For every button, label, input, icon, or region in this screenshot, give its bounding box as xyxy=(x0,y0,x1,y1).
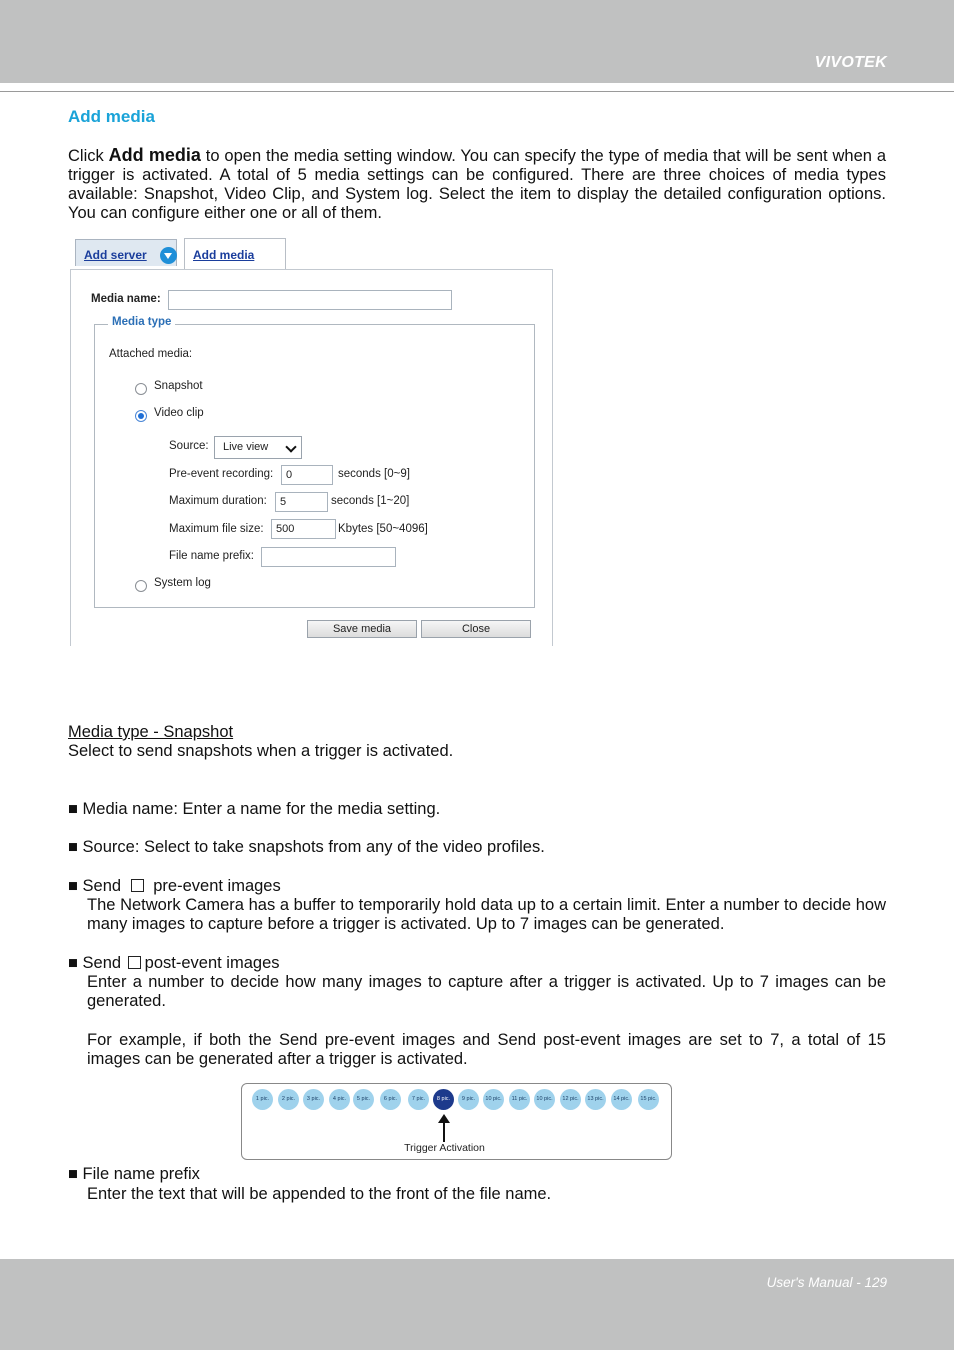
pic-circle: 13 pic. xyxy=(585,1089,606,1110)
subheading-snapshot: Media type - Snapshot xyxy=(68,723,234,741)
media-name-label: Media name: xyxy=(91,293,161,305)
pic-circle: 1 pic. xyxy=(252,1089,273,1110)
intro-paragraph xyxy=(68,146,886,223)
pic-circle: 10 pic. xyxy=(534,1089,555,1110)
bullet-file-prefix: ■ File name prefix xyxy=(68,1165,200,1183)
close-button[interactable]: Close xyxy=(421,620,531,638)
checkbox-icon xyxy=(131,879,144,892)
pic-circle: 5 pic. xyxy=(353,1089,374,1110)
bullet-pre-event-tail: pre-event images xyxy=(148,877,281,895)
pic-circle: 15 pic. xyxy=(638,1089,659,1110)
pic-circle: 8 pic. xyxy=(433,1089,454,1110)
system-log-radio[interactable] xyxy=(135,580,147,592)
pic-circle: 4 pic. xyxy=(329,1089,350,1110)
pic-circle: 12 pic. xyxy=(560,1089,581,1110)
pre-event-description: The Network Camera has a buffer to temporarily hold data up to a certain limit. Enter a number to decide how many images to capture before a trigger is activated. Up to 7 images can be generated. xyxy=(87,896,886,933)
intro-rest: to open the media setting window. You can specify the type of media that will be sent when a trigger is activated. A total of 5 media settings can be configured. There are three choices of media types available: Snapshot, Video Clip, and System log. Select the item to display the detailed configuration options. You can configure either one or all of them. xyxy=(68,147,886,222)
checkbox-icon xyxy=(128,956,141,969)
media-name-input[interactable] xyxy=(168,290,452,310)
media-settings-window xyxy=(70,236,554,646)
bullet-media-name: ■ Media name: Enter a name for the media setting. xyxy=(68,800,441,818)
pic-circle: 3 pic. xyxy=(303,1089,324,1110)
source-label: Source: xyxy=(169,440,209,452)
max-size-unit: Kbytes [50~4096] xyxy=(338,523,428,535)
section-title: Add media xyxy=(68,107,155,126)
media-type-legend: Media type xyxy=(108,316,175,328)
bullet-pre-event-lead: ■ Send xyxy=(68,877,126,895)
prefix-input[interactable] xyxy=(261,547,396,567)
snapshot-radio[interactable] xyxy=(135,383,147,395)
video-clip-radio[interactable] xyxy=(135,410,147,422)
chevron-down-icon xyxy=(285,441,296,452)
snapshot-label: Snapshot xyxy=(154,380,203,392)
attached-media-label: Attached media: xyxy=(109,348,193,360)
page-number: User's Manual - 129 xyxy=(766,1275,887,1290)
max-duration-label: Maximum duration: xyxy=(169,495,267,507)
pic-circle: 11 pic. xyxy=(509,1089,530,1110)
intro-strong: Add media xyxy=(108,145,201,165)
prefix-label: File name prefix: xyxy=(169,550,255,562)
bullet-post-event-lead: ■ Send xyxy=(68,954,126,972)
tab-add-server[interactable] xyxy=(75,239,177,266)
subheading-text: Select to send snapshots when a trigger is activated. xyxy=(68,742,454,760)
brand-name: VIVOTEK xyxy=(814,54,887,71)
page-footer xyxy=(0,1259,954,1350)
trigger-activation-label: Trigger Activation xyxy=(404,1142,485,1154)
video-clip-label: Video clip xyxy=(154,407,204,419)
post-event-description: Enter a number to decide how many images to capture after a trigger is activated. Up to 7 images can be generated. xyxy=(87,973,886,1010)
intro-lead: Click xyxy=(68,147,109,165)
bullet-pre-event xyxy=(68,877,281,896)
file-prefix-description: Enter the text that will be appended to the front of the file name. xyxy=(87,1185,552,1203)
pre-event-unit: seconds [0~9] xyxy=(338,468,410,480)
save-media-button[interactable]: Save media xyxy=(307,620,417,638)
page-header xyxy=(0,0,954,83)
bullet-post-event-tail: post-event images xyxy=(144,954,280,972)
up-arrow-icon xyxy=(443,1117,445,1142)
max-size-label: Maximum file size: xyxy=(169,523,264,535)
chevron-down-icon[interactable] xyxy=(160,247,177,264)
pic-circle: 6 pic. xyxy=(380,1089,401,1110)
post-event-example: For example, if both the Send pre-event images and Send post-event images are set to 7, a total of 15 images can be generated after a trigger is activated. xyxy=(87,1031,886,1068)
max-duration-unit: seconds [1~20] xyxy=(331,495,410,507)
add-server-link[interactable]: Add server xyxy=(84,248,147,262)
source-select[interactable] xyxy=(214,436,302,459)
pre-event-input[interactable]: 0 xyxy=(281,465,333,485)
add-media-link[interactable]: Add media xyxy=(193,248,255,262)
max-duration-input[interactable]: 5 xyxy=(275,492,328,512)
pic-circle: 10 pic. xyxy=(483,1089,504,1110)
max-size-input[interactable]: 500 xyxy=(271,519,336,539)
pre-event-label: Pre-event recording: xyxy=(169,468,274,480)
pic-circle: 9 pic. xyxy=(458,1089,479,1110)
pic-circle: 14 pic. xyxy=(611,1089,632,1110)
system-log-label: System log xyxy=(154,577,211,589)
header-divider xyxy=(0,91,954,92)
bullet-post-event xyxy=(68,954,280,973)
pic-circle: 2 pic. xyxy=(278,1089,299,1110)
tab-add-media[interactable] xyxy=(184,238,286,270)
source-select-value: Live view xyxy=(223,441,269,453)
image-sequence-figure xyxy=(241,1083,672,1160)
pic-circle: 7 pic. xyxy=(408,1089,429,1110)
bullet-source: ■ Source: Select to take snapshots from any of the video profiles. xyxy=(68,838,545,856)
